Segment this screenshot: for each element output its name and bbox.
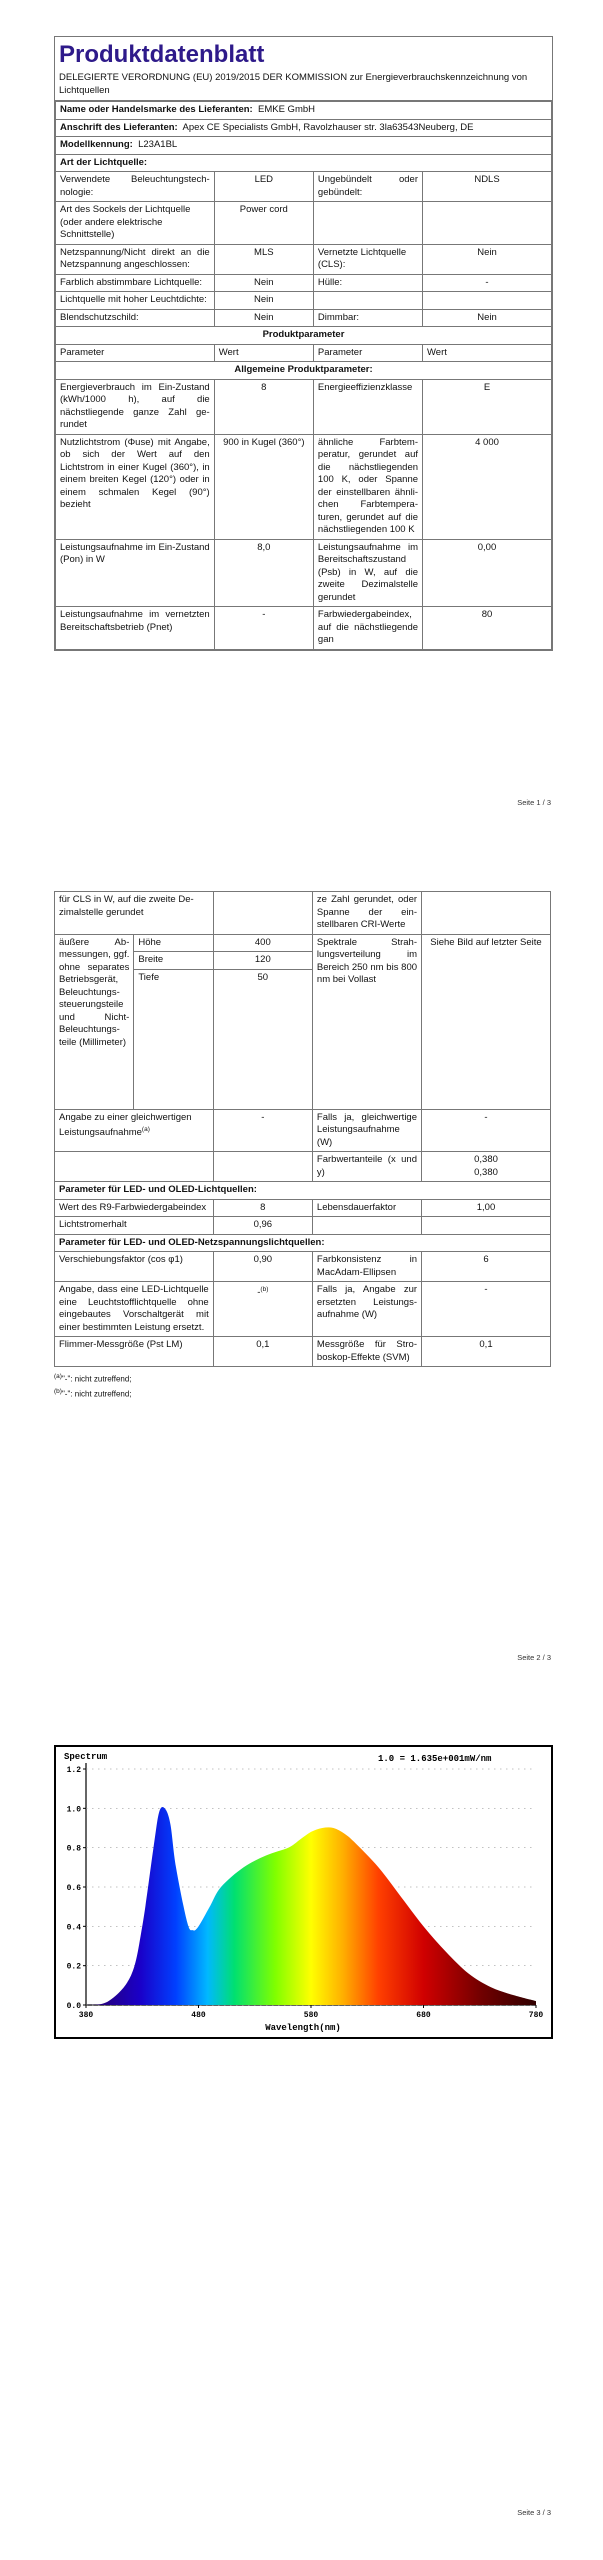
- x-tick-label: 680: [416, 2011, 431, 2020]
- led-parameters-heading: Parameter für LED- und OLED-Lichtquellen:: [55, 1182, 551, 1200]
- footnotes: $^{(a)}$"-": nicht zutreffend; $^{(b)}$"-": nicht zutreffend;: [54, 1373, 132, 1399]
- general-parameters-heading: Allgemeine Produktparameter:: [56, 362, 552, 380]
- document-title: Produktdatenblatt: [59, 41, 265, 68]
- address-value: Apex CE Specialists GmbH, Ravolzhauser str. 3la63543Neuberg, DE: [182, 121, 474, 133]
- table-row: Nutzlichtstrom (Φuse) mit Angabe, ob sich der Wert auf den Lichtstrom in einer Kugel (360°), in einem breiten Kegel (120°) oder in einem schmalen Kegel (90°) bezieht 900 in Kugel (360°) ähnliche Farbtemperatur, gerundet auf die nächstliegenden 100 K, oder Spanne der einstellbaren ähnlichen Farbtemperaturen, gerundet auf die nächstliegenden 100 K 4 000: [56, 434, 552, 539]
- page-2: [0, 855, 603, 1710]
- spectrum-area: [86, 1807, 536, 2005]
- footnote-b: "-": nicht zutreffend;: [61, 1389, 132, 1399]
- y-tick-label: 0.8: [66, 1844, 81, 1854]
- table-row: Breite 120: [55, 952, 551, 970]
- table-row: Wert des R9-Farbwiedergabeindex 8 Lebensdauerfaktor 1,00: [55, 1199, 551, 1217]
- table-row: Leistungsaufnahme im Ein-Zustand (Pon) in W 8,0 Leistungsaufnahme im Bereitschaftszustand (Psb) in W, auf die zweite Dezimalstelle gerundet 0,00: [56, 539, 552, 607]
- datasheet-table: [55, 101, 552, 650]
- scale-note: 1.0 = 1.635e+001mW/nm: [378, 1754, 492, 1764]
- table-row: Lichtstromerhalt 0,96: [55, 1217, 551, 1235]
- y-tick-label: 1.0: [66, 1805, 81, 1815]
- table-row: Blendschutzschild: Nein Dimmbar: Nein: [56, 309, 552, 327]
- spectrum-svg: [56, 1747, 551, 2037]
- table-row: Art des Sockels der Lichtquelle (oder andere elektrische Schnittstelle) Power cord: [56, 202, 552, 245]
- page-number: Seite 3 / 3: [517, 2508, 551, 2517]
- table-row: äußere Abmessungen, ggf. ohne separates Betriebsgerät, Beleuchtungssteuerungsteile und Nicht-Beleuchtungsteile (Millimeter) Höhe 400 Spektrale Strahlungsverteilung im Bereich 250 nm bis 800 nm bei Vollast Siehe Bild auf letzter Seite: [55, 934, 551, 952]
- table-row: für CLS in W, auf die zweite Dezimalstelle gerundet ze Zahl gerundet, oder Spanne der einstellbaren CRI-Werte: [55, 892, 551, 935]
- table-row: Flimmer-Messgröße (Pst LM) 0,1 Messgröße für Stroboskop-Effekte (SVM) 0,1: [55, 1337, 551, 1367]
- column-headers: Parameter Wert Parameter Wert: [56, 344, 552, 362]
- table-row: Lichtquelle mit hoher Leuchtdichte: Nein: [56, 292, 552, 310]
- x-tick-label: 580: [303, 2011, 319, 2020]
- page-number: Seite 1 / 3: [517, 798, 551, 807]
- x-tick-label: 380: [78, 2011, 94, 2020]
- datasheet-page-1: [54, 36, 553, 651]
- y-axis-label: Spectrum: [64, 1752, 108, 1762]
- footnote-a: "-": nicht zutreffend;: [61, 1374, 132, 1384]
- supplier-row: Name oder Handelsmarke des Lieferanten: EMKE GmbH: [56, 102, 552, 120]
- model-row: Modellkennung: L23A1BL: [56, 137, 552, 155]
- table-row: Tiefe 50: [55, 969, 551, 1109]
- table-row: Verwendete Beleuchtungstechnologie: LED Ungebündelt oder gebündelt: NDLS: [56, 172, 552, 202]
- model-value: L23A1BL: [138, 139, 178, 150]
- table-row: Angabe zu einer gleichwertigen Leistungsaufnahme$^{(a)}$ - Falls ja, gleichwertige Leistungsaufnahme (W) -: [55, 1109, 551, 1152]
- x-axis-label: Wavelength(nm): [265, 2023, 341, 2033]
- page-number: Seite 2 / 3: [517, 1653, 551, 1662]
- x-tick-label: 480: [191, 2011, 206, 2020]
- address-row: Anschrift des Lieferanten: Apex CE Specialists GmbH, Ravolzhauser str. 3la63543Neuberg, DE: [56, 119, 552, 137]
- datasheet-page-2: [54, 891, 551, 1400]
- spectrum-chart: [54, 1745, 553, 2039]
- datasheet-table-continued: [54, 891, 551, 1367]
- light-type-heading: Art der Lichtquelle:: [56, 154, 552, 172]
- table-row: Leistungsaufnahme im vernetzten Bereitschaftsbetrieb (Pnet) - Farbwiedergabeindex, auf die nächstliegende gan 80: [56, 607, 552, 650]
- x-tick-label: 780: [528, 2011, 544, 2020]
- y-tick-label: 0.6: [66, 1884, 81, 1893]
- y-tick-label: 0.4: [66, 1923, 81, 1933]
- table-row: Farblich abstimmbare Lichtquelle: Nein Hülle: -: [56, 274, 552, 292]
- mains-led-parameters-heading: Parameter für LED- und OLED-Netzspannungslichtquellen:: [55, 1234, 551, 1252]
- table-row: Farbwertanteile (x und y) 0,380 0,380: [55, 1152, 551, 1182]
- regulation-text: DELEGIERTE VERORDNUNG (EU) 2019/2015 DER KOMMISSION zur Energieverbrauchskennzeichnung von Lichtquellen: [55, 70, 552, 101]
- table-row: Verschiebungsfaktor (cos φ1) 0,90 Farbkonsistenz in MacAdam-Ellipsen 6: [55, 1252, 551, 1282]
- y-tick-label: 1.2: [66, 1766, 81, 1775]
- dimensions-label: äußere Abmessungen, ggf. ohne separates Betriebsgerät, Beleuchtungssteuerungsteile und Nicht-Beleuchtungsteile (Millimeter): [55, 934, 134, 1109]
- page-1: [0, 0, 603, 855]
- table-row: Energieverbrauch im Ein-Zustand (kWh/1000 h), auf die nächstliegende ganze Zahl gerundet 8 Energieeffizienzklasse E: [56, 379, 552, 434]
- table-row: Netzspannung/Nicht direkt an die Netzspannung angeschlossen: MLS Vernetzte Lichtquelle (CLS): Nein: [56, 244, 552, 274]
- y-tick-label: 0.2: [66, 1962, 81, 1972]
- product-parameters-heading: Produktparameter: [56, 327, 552, 345]
- y-tick-label: 0.0: [66, 2002, 81, 2011]
- table-row: Angabe, dass eine LED-Lichtquelle eine Leuchtstofflichtquelle ohne eingebautes Vorschaltgerät mit einer bestimmten Leistung ersetzt. -$^{(b)}$ Falls ja, Angabe zur ersetzten Leistungsaufnahme (W) -: [55, 1282, 551, 1337]
- supplier-value: EMKE GmbH: [258, 104, 316, 115]
